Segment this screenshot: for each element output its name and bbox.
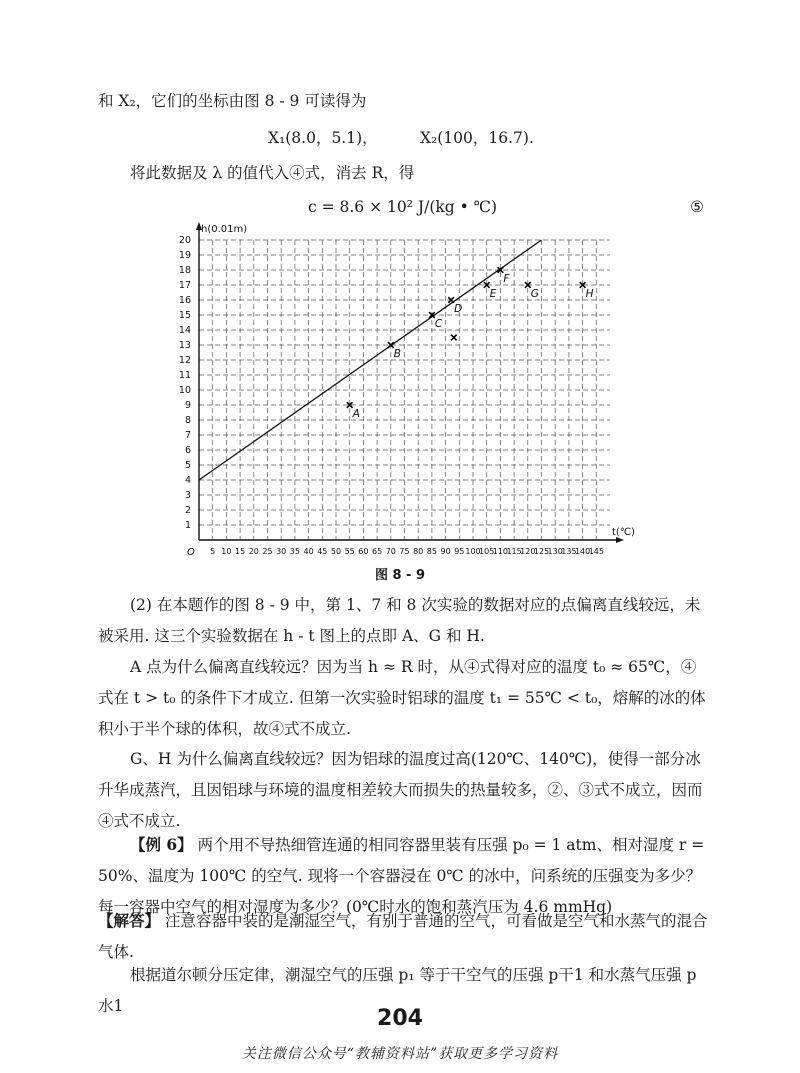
- y-tick-label: 2: [184, 505, 191, 516]
- x-tick-label: 60: [358, 547, 369, 556]
- y-tick-label: 11: [178, 370, 191, 381]
- y-tick-label: 1: [184, 520, 191, 531]
- x-tick-label: 25: [262, 547, 273, 556]
- x-tick-label: 115: [506, 547, 522, 556]
- x-tick-label: 70: [385, 547, 396, 556]
- data-point-label: G: [530, 288, 539, 300]
- answer-block: [98, 905, 710, 968]
- page-number: 204: [377, 1006, 423, 1031]
- x-tick-label: 40: [303, 547, 314, 556]
- y-tick-label: 8: [184, 415, 191, 426]
- x-tick-label: 125: [533, 547, 550, 556]
- answer-text: 注意容器中装的是潮湿空气，有别于普通的空气，可看做是空气和水蒸气的混合气体.: [98, 912, 708, 961]
- y-tick-label: 9: [184, 400, 191, 411]
- y-tick-label: 19: [178, 250, 191, 261]
- y-tick-label: 17: [178, 280, 191, 291]
- x-tick-label: 35: [289, 547, 300, 556]
- y-tick-label: 5: [184, 460, 191, 471]
- x-tick-label: 90: [440, 547, 451, 556]
- figure-caption: 图 8 - 9: [374, 568, 426, 583]
- y-tick-label: 15: [178, 310, 191, 321]
- x-axis-label: t(℃): [612, 527, 635, 538]
- example-text: 两个用不导热细管连通的相同容器里装有压强 p₀ = 1 atm、相对湿度 r = 50%、温度为 100℃ 的空气. 现将一个容器浸在 0℃ 的冰中，问系统的压强变为多少？每一容器中空气的相对湿度为多少？(0℃时水的饱和蒸汽压为 4.6 mmHg): [98, 836, 705, 916]
- x-tick-label: 5: [210, 547, 216, 556]
- x-tick-label: 140: [574, 547, 591, 556]
- y-tick-label: 4: [184, 475, 191, 486]
- x-tick-label: 30: [276, 547, 287, 556]
- y-tick-label: 3: [184, 490, 191, 501]
- x-tick-label: 135: [561, 547, 577, 556]
- x-tick-label: 100: [465, 547, 481, 556]
- x-tick-label: 50: [330, 547, 342, 556]
- x-tick-label: 45: [317, 547, 328, 556]
- data-point-label: E: [489, 288, 497, 300]
- y-axis-label: h(0.01m): [201, 224, 248, 235]
- y-tick-label: 20: [178, 235, 191, 246]
- equation-number: ⑤: [690, 198, 704, 216]
- y-tick-label: 13: [178, 340, 191, 351]
- y-tick-label: 14: [178, 325, 191, 336]
- data-point-label: F: [503, 273, 510, 285]
- answer-tag: 【解答】: [98, 911, 161, 930]
- y-tick-label: 12: [178, 355, 191, 366]
- coords-x1: X₁(8.0，5.1)，: [268, 129, 378, 147]
- x-tick-label: 130: [547, 547, 563, 556]
- y-tick-label: 18: [178, 265, 191, 276]
- footer-note: 关注微信公众号“教辅资料站”获取更多学习资料: [241, 1046, 559, 1062]
- y-tick-label: 10: [178, 385, 191, 396]
- x-tick-label: 55: [344, 547, 355, 556]
- data-point-label: H: [585, 288, 594, 300]
- data-point-label: A: [352, 408, 360, 420]
- data-point: [451, 335, 457, 341]
- paragraph-points-gh: G、H 为什么偏离直线较远？因为铝球的温度过高(120℃、140℃)，使得一部分冰升华成蒸汽，且因铝球与环境的温度相差较大而损失的热量较多，②、③式不成立，因而④式不成立.: [98, 750, 703, 830]
- x-tick-label: 105: [479, 547, 495, 556]
- paragraph-point-a: A 点为什么偏离直线较远？因为当 h ≈ R 时，从④式得对应的温度 t₀ ≈ 65℃，④式在 t > t₀ 的条件下才成立. 但第一次实验时铝球的温度 t₁ = 55℃ < t₀，熔解的冰的体积小于半个球的体积，故④式不成立.: [98, 658, 706, 738]
- x-tick-label: 85: [426, 547, 437, 556]
- y-tick-label: 7: [184, 430, 191, 441]
- figure-8-9-chart: [0, 224, 800, 565]
- x-tick-label: 20: [248, 547, 259, 556]
- result-equation: c = 8.6 × 10² J/(kg • ℃): [308, 198, 498, 216]
- x-tick-label: 145: [588, 547, 604, 556]
- x-tick-label: 75: [399, 547, 410, 556]
- data-point-label: B: [393, 348, 402, 360]
- x-tick-label: 120: [520, 547, 536, 556]
- x-tick-label: 110: [492, 547, 509, 556]
- x-tick-label: 15: [235, 547, 246, 556]
- y-tick-label: 6: [184, 445, 191, 456]
- example-tag: 【例 6】: [130, 835, 193, 854]
- x-tick-label: 80: [413, 547, 424, 556]
- data-point-label: D: [454, 303, 463, 315]
- paragraph-dalton: 根据道尔顿分压定律，潮湿空气的压强 p₁ 等于干空气的压强 p干1 和水蒸气压强 p水1: [98, 966, 697, 1015]
- x-tick-label: 10: [221, 547, 232, 556]
- origin-label: O: [187, 547, 195, 558]
- substitution-line: 将此数据及 λ 的值代入④式，消去 R，得: [130, 164, 415, 182]
- x-tick-label: 65: [372, 547, 383, 556]
- paragraph-points-discarded: (2) 在本题作的图 8 - 9 中，第 1、7 和 8 次实验的数据对应的点偏离直线较远，未被采用. 这三个实验数据在 h - t 图上的点即 A、G 和 H.: [98, 596, 701, 645]
- intro-line: 和 X₂，它们的坐标由图 8 - 9 可读得为: [98, 92, 367, 110]
- y-tick-label: 16: [178, 295, 191, 306]
- coords-x2: X₂(100，16.7).: [420, 129, 534, 147]
- data-point-label: C: [434, 318, 443, 330]
- x-tick-label: 95: [454, 547, 465, 556]
